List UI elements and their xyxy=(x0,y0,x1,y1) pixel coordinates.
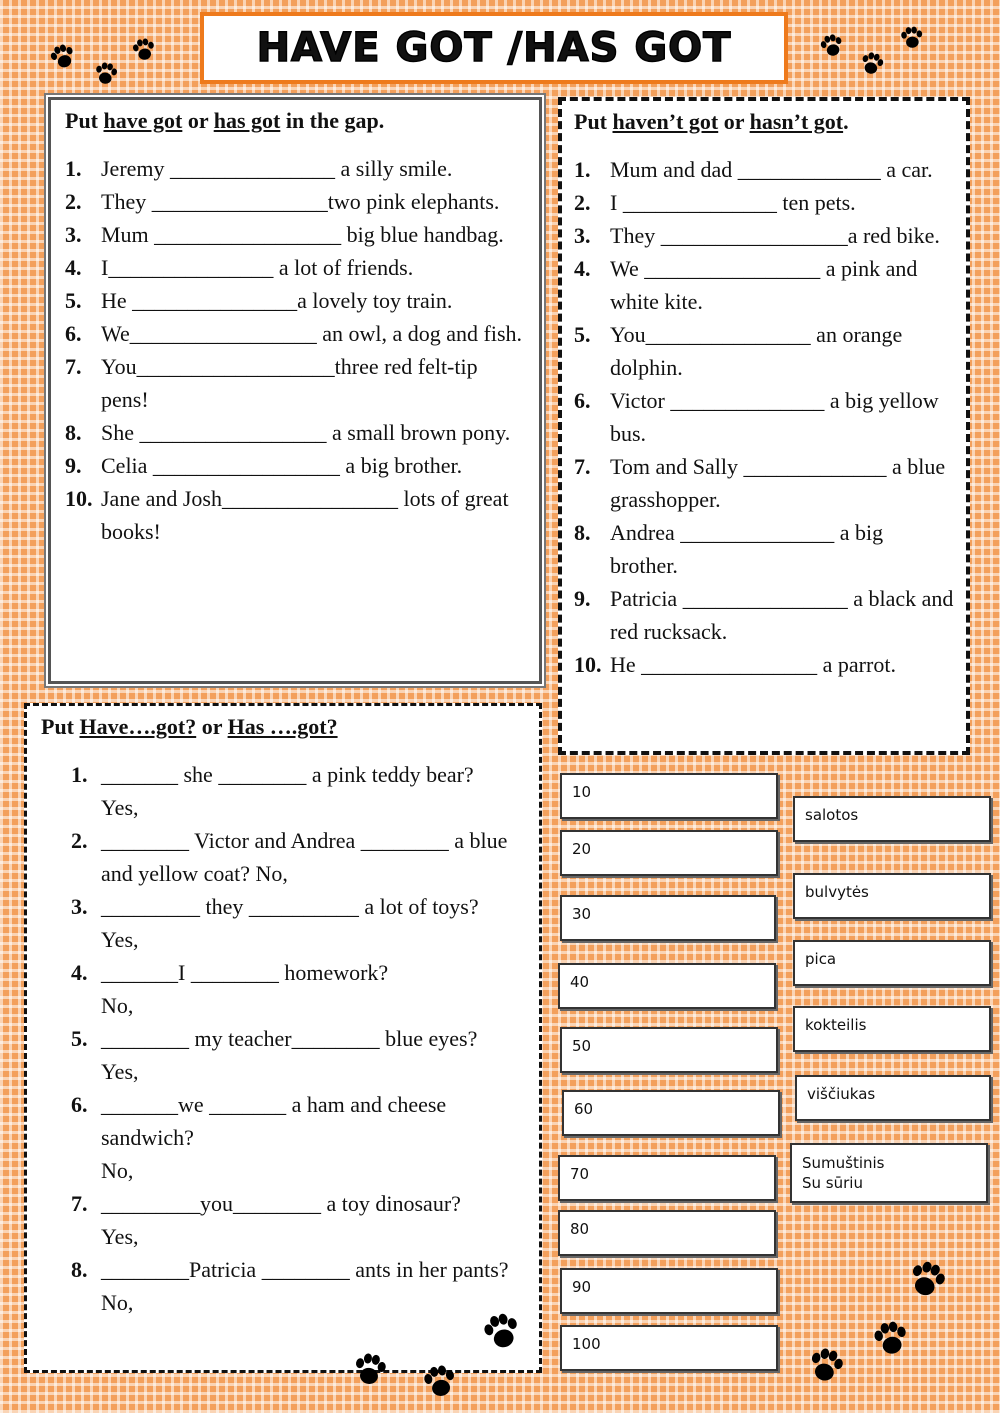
item-number: 1. xyxy=(65,156,82,181)
exercise-item xyxy=(41,1253,525,1319)
food-box[interactable]: viščiukas xyxy=(795,1075,991,1121)
answer-text: No, xyxy=(101,993,134,1018)
number-box[interactable]: 30 xyxy=(560,895,776,941)
paw-print-icon xyxy=(800,1340,851,1391)
page-title: HAVE GOT /HAS GOT xyxy=(256,25,732,71)
item-text[interactable]: _______we _______ a ham and cheese sandwich? xyxy=(101,1092,447,1150)
exercise-item xyxy=(41,824,525,890)
number-box[interactable]: 90 xyxy=(560,1268,778,1314)
paw-print-icon xyxy=(44,38,82,76)
item-number: 6. xyxy=(71,1092,88,1117)
exercise-item xyxy=(65,218,525,251)
paw-print-icon xyxy=(897,23,927,53)
item-text[interactable]: ________ Victor and Andrea ________ a blue and yellow coat? No, xyxy=(101,828,508,886)
item-number: 7. xyxy=(65,354,82,379)
exercise-item xyxy=(65,284,525,317)
item-text[interactable]: I_______________ a lot of friends. xyxy=(101,255,414,280)
exercise-item xyxy=(41,758,525,824)
item-number: 4. xyxy=(65,255,82,280)
item-text[interactable]: He ________________ a parrot. xyxy=(610,652,896,677)
item-text[interactable]: Andrea ______________ a big brother. xyxy=(610,520,884,578)
item-number: 3. xyxy=(574,223,591,248)
item-number: 9. xyxy=(574,586,591,611)
exercise-havent-got xyxy=(558,97,970,755)
number-box[interactable]: 10 xyxy=(560,773,778,819)
item-number: 7. xyxy=(71,1191,88,1216)
exercise-item xyxy=(41,890,525,956)
exercise-item xyxy=(41,1187,525,1253)
item-number: 4. xyxy=(71,960,88,985)
paw-print-icon xyxy=(867,1315,916,1364)
item-number: 7. xyxy=(574,454,591,479)
exercise-item xyxy=(574,252,954,318)
number-box[interactable]: 50 xyxy=(560,1027,778,1073)
item-number: 8. xyxy=(71,1257,88,1282)
number-box[interactable]: 40 xyxy=(558,963,776,1009)
exercise-item xyxy=(65,185,525,218)
answer-text: Yes, xyxy=(101,1059,139,1084)
exercise-item xyxy=(65,482,525,548)
exercise-item xyxy=(41,1022,525,1088)
item-number: 4. xyxy=(574,256,591,281)
item-text[interactable]: Jane and Josh________________ lots of great books! xyxy=(101,486,509,544)
item-text[interactable]: She _________________ a small brown pony. xyxy=(101,420,511,445)
paw-print-icon xyxy=(899,1252,955,1308)
exercise-questions xyxy=(24,703,542,1373)
number-box[interactable]: 70 xyxy=(558,1155,776,1201)
item-text[interactable]: _______ she ________ a pink teddy bear? xyxy=(101,762,474,787)
exercise-item xyxy=(65,416,525,449)
item-number: 10. xyxy=(65,486,93,511)
item-text[interactable]: I ______________ ten pets. xyxy=(610,190,856,215)
answer-text: No, xyxy=(101,1290,134,1315)
exercise-item xyxy=(574,450,954,516)
exercise-item xyxy=(65,251,525,284)
food-box[interactable]: Sumuštinis Su sūriu xyxy=(790,1143,988,1203)
answer-text: Yes, xyxy=(101,927,139,952)
item-text[interactable]: Jeremy _______________ a silly smile. xyxy=(101,156,453,181)
number-box[interactable]: 80 xyxy=(558,1210,776,1256)
item-number: 6. xyxy=(574,388,591,413)
food-box[interactable]: pica xyxy=(793,940,991,986)
paw-print-icon xyxy=(90,58,122,90)
number-box[interactable]: 60 xyxy=(562,1090,780,1136)
exercise-item xyxy=(65,449,525,482)
exercise-item xyxy=(41,1088,525,1187)
item-text[interactable]: _________ they __________ a lot of toys? xyxy=(101,894,479,919)
number-box[interactable]: 100 xyxy=(560,1325,778,1371)
item-number: 8. xyxy=(574,520,591,545)
item-text[interactable]: They _________________a red bike. xyxy=(610,223,940,248)
food-box[interactable]: salotos xyxy=(793,796,991,842)
exercise-heading: Put Have….got? or Has ….got? xyxy=(41,714,338,739)
item-text[interactable]: Mum _________________ big blue handbag. xyxy=(101,222,504,247)
item-text[interactable]: We ________________ a pink and white kite. xyxy=(610,256,918,314)
number-box[interactable]: 20 xyxy=(560,830,778,876)
item-text[interactable]: We_________________ an owl, a dog and fish. xyxy=(101,321,523,346)
exercise-item xyxy=(574,153,954,186)
paw-print-icon xyxy=(128,34,160,66)
item-number: 9. xyxy=(65,453,82,478)
exercise-item xyxy=(574,516,954,582)
paw-print-icon xyxy=(417,1359,463,1405)
item-text[interactable]: Celia _________________ a big brother. xyxy=(101,453,463,478)
item-text[interactable]: Victor ______________ a big yellow bus. xyxy=(610,388,939,446)
item-text[interactable]: Mum and dad _____________ a car. xyxy=(610,157,933,182)
item-number: 2. xyxy=(574,190,591,215)
exercise-item xyxy=(65,152,525,185)
item-text[interactable]: They ________________two pink elephants. xyxy=(101,189,500,214)
exercise-item xyxy=(65,350,525,416)
item-text[interactable]: ________Patricia ________ ants in her pants? xyxy=(101,1257,509,1282)
item-text[interactable]: You_______________ an orange dolphin. xyxy=(610,322,903,380)
exercise-item xyxy=(574,384,954,450)
answer-text: Yes, xyxy=(101,1224,139,1249)
exercise-item xyxy=(574,219,954,252)
item-number: 5. xyxy=(71,1026,88,1051)
exercise-item xyxy=(41,956,525,1022)
item-number: 3. xyxy=(65,222,82,247)
answer-text: No, xyxy=(101,1158,134,1183)
item-text[interactable]: Tom and Sally _____________ a blue grasshopper. xyxy=(610,454,946,512)
title-box xyxy=(200,12,788,84)
exercise-item xyxy=(65,317,525,350)
item-number: 5. xyxy=(574,322,591,347)
exercise-item xyxy=(574,582,954,648)
item-number: 2. xyxy=(65,189,82,214)
item-number: 2. xyxy=(71,828,88,853)
item-number: 6. xyxy=(65,321,82,346)
item-number: 8. xyxy=(65,420,82,445)
exercise-heading: Put haven’t got or hasn’t got. xyxy=(574,109,849,134)
paw-print-icon xyxy=(347,1347,393,1393)
food-box[interactable]: bulvytės xyxy=(793,873,991,919)
item-text[interactable]: ________ my teacher________ blue eyes? xyxy=(101,1026,478,1051)
exercise-heading: Put have got or has got in the gap. xyxy=(65,108,385,133)
item-number: 5. xyxy=(65,288,82,313)
item-text[interactable]: He _______________a lovely toy train. xyxy=(101,288,453,313)
item-text[interactable]: Patricia _______________ a black and red rucksack. xyxy=(610,586,954,644)
item-number: 1. xyxy=(71,762,88,787)
item-text[interactable]: You__________________three red felt-tip pens! xyxy=(101,354,478,412)
item-number: 3. xyxy=(71,894,88,919)
paw-print-icon xyxy=(855,47,889,81)
item-number: 10. xyxy=(574,652,602,677)
paw-print-icon xyxy=(815,29,849,63)
exercise-item xyxy=(574,186,954,219)
exercise-item xyxy=(574,318,954,384)
exercise-item xyxy=(574,648,954,681)
item-text[interactable]: _______I ________ homework? xyxy=(101,960,389,985)
item-number: 1. xyxy=(574,157,591,182)
answer-text: Yes, xyxy=(101,795,139,820)
exercise-have-got xyxy=(48,97,542,684)
food-box[interactable]: kokteilis xyxy=(793,1006,991,1052)
item-text[interactable]: _________you________ a toy dinosaur? xyxy=(101,1191,461,1216)
